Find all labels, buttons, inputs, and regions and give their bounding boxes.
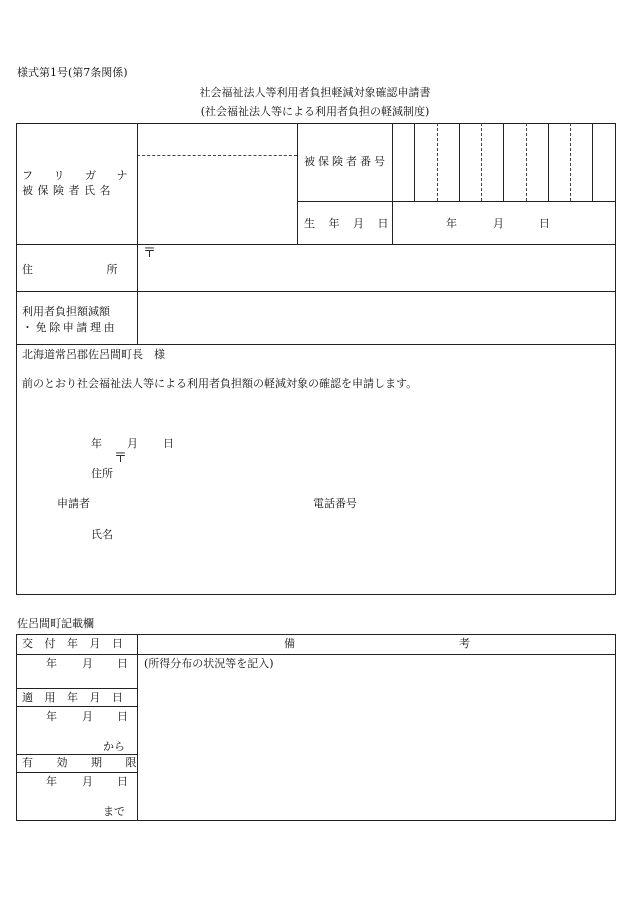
remarks-label: 備: [284, 637, 295, 650]
insured-number-digit-divider: [570, 123, 571, 201]
address-postal-mark: 〒: [143, 246, 157, 261]
insured-number-digit-divider: [459, 123, 460, 201]
addressee: 北海道常呂郡佐呂間町長 様: [22, 348, 165, 361]
reason-label-line2: ・免除申請理由: [22, 321, 118, 334]
phone-label: 電話番号: [313, 497, 357, 510]
office-table: [16, 634, 616, 821]
valid-year: 年: [46, 775, 57, 788]
form-title: 社会福祉法人等利用者負担軽減対象確認申請書: [199, 86, 431, 99]
form-number-label: 様式第1号(第7条関係): [17, 66, 128, 79]
insured-name-label: 被保険者氏名: [22, 184, 115, 197]
birth-day-label: 日: [539, 217, 550, 230]
issue-date-label: 交 付 年 月 日: [22, 637, 127, 650]
furigana-label: フ リ ガ ナ: [22, 169, 136, 182]
insured-number-digit-divider: [526, 123, 527, 201]
insured-number-digit-divider: [437, 123, 438, 201]
request-date-year: 年: [91, 437, 102, 450]
insured-number-digit-divider: [481, 123, 482, 201]
insured-number-label: 被保険者番号: [304, 155, 388, 168]
form-subtitle: (社会福祉法人等による利用者負担の軽減制度): [200, 105, 430, 118]
applicant-address-label: 住所: [91, 467, 113, 480]
applicant-label: 申請者: [57, 497, 90, 510]
valid-month: 月: [82, 775, 93, 788]
until-label: まで: [103, 805, 125, 818]
applicant-name-label: 氏名: [91, 528, 113, 541]
birthdate-label: 生 年 月 日: [304, 217, 394, 230]
issue-year: 年: [46, 657, 57, 670]
issue-day: 日: [117, 657, 128, 670]
reason-label-line1: 利用者負担額減額: [22, 305, 110, 318]
applied-year: 年: [46, 710, 57, 723]
valid-period-label: 有 効 期 限: [22, 756, 137, 769]
applied-month: 月: [82, 710, 93, 723]
valid-day: 日: [117, 775, 128, 788]
insured-number-digit-divider: [548, 123, 549, 201]
request-statement: 前のとおり社会福祉法人等による利用者負担額の軽減対象の確認を申請します。: [22, 377, 418, 390]
applied-day: 日: [117, 710, 128, 723]
remarks-label-2: 考: [459, 637, 470, 650]
remarks-note: (所得分布の状況等を記入): [144, 657, 274, 670]
birth-year-label: 年: [446, 217, 457, 230]
from-label: から: [103, 740, 125, 753]
insured-number-digit-divider: [592, 123, 593, 201]
furigana-separator: [137, 155, 297, 156]
office-section-heading: 佐呂間町記載欄: [17, 617, 94, 630]
birth-month-label: 月: [493, 217, 504, 230]
applicant-postal-mark: 〒: [114, 451, 128, 466]
insured-number-digit-divider: [414, 123, 415, 201]
insured-number-digit-divider: [503, 123, 504, 201]
request-date-day: 日: [163, 437, 174, 450]
issue-month: 月: [82, 657, 93, 670]
address-label: 住 所: [22, 263, 118, 276]
applied-date-label: 適 用 年 月 日: [22, 691, 127, 704]
request-date-month: 月: [127, 437, 138, 450]
